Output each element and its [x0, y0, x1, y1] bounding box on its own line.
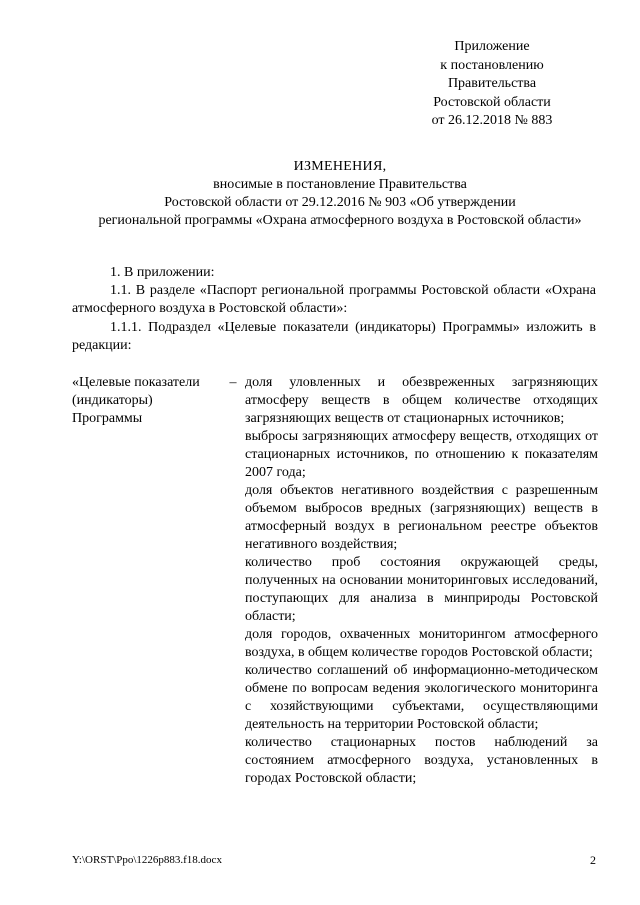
indicator-item: количество проб состояния окружающей среды, полученных на основании мониторинговых исследований, поступающих для анализа в минприроды Ростовской области; [245, 555, 598, 624]
appendix-line: Ростовской области [433, 94, 551, 110]
appendix-line: от 26.12.2018 № 883 [431, 113, 553, 128]
appendix-line: к постановлению [440, 57, 544, 73]
title-heading: ИЗМЕНЕНИЯ, [293, 159, 387, 174]
indicator-item: доля уловленных и обезвреженных загрязняющих атмосферу веществ в общем количестве отходящих загрязняющих веществ от стационарных источников; [245, 375, 598, 426]
footer-file-path: Y:\ORST\Ppo\1226p883.f18.docx [72, 854, 222, 866]
paragraph-1-1-1: 1.1.1. Подраздел «Целевые показатели (индикаторы) Программы» изложить в редакции: [72, 320, 596, 353]
title-line: региональной программы «Охрана атмосферного воздуха в Ростовской области» [98, 213, 582, 228]
indicators-dash: – [229, 375, 237, 390]
indicator-item: доля городов, охваченных мониторингом атмосферного воздуха, в общем количестве городов Ростовской области; [245, 627, 598, 660]
indicator-item: количество соглашений об информационно-методическом обмене по вопросам ведения экологического мониторинга с хозяйствующими субъектами, осуществляющими деятельность на территории Ростовской области; [245, 663, 598, 732]
appendix-header [392, 38, 592, 131]
indicator-item: выбросы загрязняющих атмосферу веществ, отходящих от стационарных источников, по отношению к показателям 2007 года; [245, 429, 598, 480]
indicators-label: «Целевые показатели (индикаторы) Программы [72, 375, 200, 426]
title-line: вносимые в постановление Правительства [213, 177, 467, 192]
indicator-item: доля объектов негативного воздействия с разрешенным объемом выбросов вредных (загрязняющих) веществ в атмосферный воздух в региональном реестре объектов негативного воздействия; [245, 483, 598, 552]
footer-page-number: 2 [590, 853, 596, 867]
paragraph-1: 1. В приложении: [110, 265, 215, 280]
indicator-item: количество стационарных постов наблюдений за состоянием атмосферного воздуха, установленных в городах Ростовской области; [245, 735, 598, 786]
appendix-line: Приложение [454, 39, 530, 54]
title-line: Ростовской области от 29.12.2016 № 903 «Об утверждении [164, 195, 516, 210]
appendix-line: Правительства [447, 76, 537, 91]
paragraph-1-1: 1.1. В разделе «Паспорт региональной программы Ростовской области «Охрана атмосферного воздуха в Ростовской области»: [72, 283, 596, 316]
indicators-list [245, 374, 598, 788]
document-title [60, 158, 620, 230]
